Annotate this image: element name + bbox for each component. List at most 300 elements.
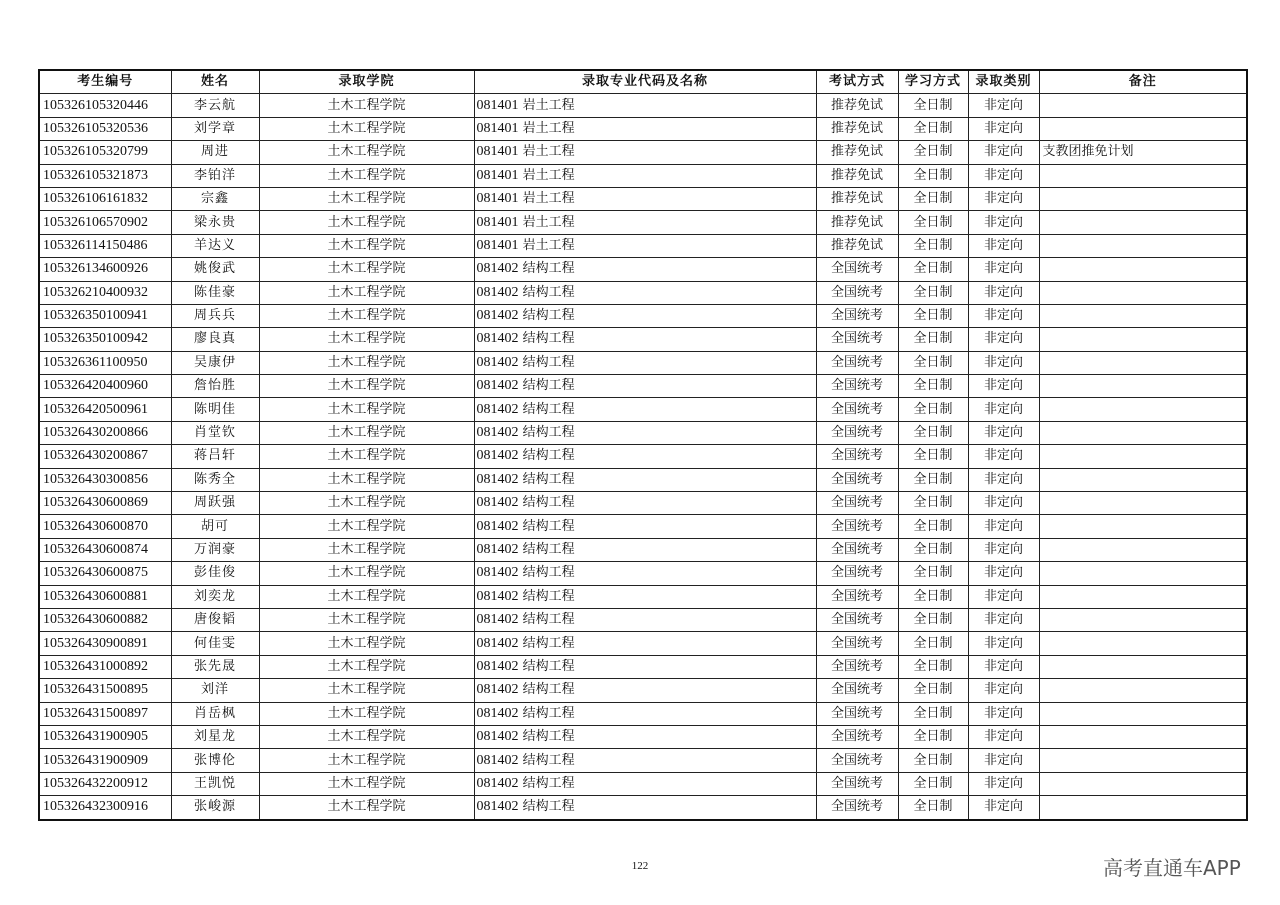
major-name: 结构工程 [522, 775, 575, 791]
major-name: 结构工程 [522, 542, 575, 557]
cell-exam-mode: 全国统考 [816, 655, 898, 678]
cell-major [474, 608, 816, 631]
cell-remarks [1039, 515, 1247, 538]
cell-remarks [1039, 234, 1247, 257]
cell-admission-type: 非定向 [968, 445, 1039, 468]
cell-exam-mode: 全国统考 [816, 281, 898, 304]
major-name: 结构工程 [522, 658, 575, 674]
cell-remarks: 支教团推免计划 [1039, 141, 1247, 164]
cell-exam-mode: 全国统考 [816, 538, 898, 561]
cell-major [474, 94, 816, 117]
cell-study-mode: 全日制 [898, 281, 968, 304]
cell-name: 刘洋 [171, 679, 259, 702]
cell-admission-type: 非定向 [968, 562, 1039, 585]
cell-study-mode: 全日制 [898, 187, 968, 210]
cell-admission-type: 非定向 [968, 749, 1039, 772]
cell-name: 周兵兵 [171, 304, 259, 327]
cell-admission-type: 非定向 [968, 164, 1039, 187]
cell-name: 万润豪 [171, 538, 259, 561]
cell-candidate-id: 105326431500897 [39, 702, 171, 725]
cell-remarks [1039, 468, 1247, 491]
cell-exam-mode: 推荐免试 [816, 117, 898, 140]
cell-name: 詹怡胜 [171, 375, 259, 398]
cell-study-mode: 全日制 [898, 328, 968, 351]
cell-name: 刘奕龙 [171, 585, 259, 608]
cell-name: 宗鑫 [171, 187, 259, 210]
table-row [39, 679, 1247, 702]
cell-exam-mode: 推荐免试 [816, 94, 898, 117]
cell-exam-mode: 全国统考 [816, 796, 898, 820]
cell-school: 土木工程学院 [259, 351, 474, 374]
table-row [39, 538, 1247, 561]
cell-exam-mode: 推荐免试 [816, 234, 898, 257]
cell-candidate-id: 105326430600869 [39, 492, 171, 515]
table-row [39, 585, 1247, 608]
cell-remarks [1039, 328, 1247, 351]
cell-admission-type: 非定向 [968, 679, 1039, 702]
table-body [39, 94, 1247, 820]
cell-admission-type: 非定向 [968, 141, 1039, 164]
cell-major [474, 421, 816, 444]
cell-exam-mode: 全国统考 [816, 725, 898, 748]
cell-school: 土木工程学院 [259, 421, 474, 444]
major-code: 081402 [476, 518, 519, 534]
cell-admission-type: 非定向 [968, 351, 1039, 374]
cell-admission-type: 非定向 [968, 492, 1039, 515]
cell-school: 土木工程学院 [259, 94, 474, 117]
cell-exam-mode: 全国统考 [816, 679, 898, 702]
cell-admission-type: 非定向 [968, 772, 1039, 795]
major-code: 081401 [476, 144, 519, 160]
cell-exam-mode: 全国统考 [816, 772, 898, 795]
cell-exam-mode: 全国统考 [816, 562, 898, 585]
cell-candidate-id: 105326430300856 [39, 468, 171, 491]
cell-major [474, 211, 816, 234]
major-code: 081402 [476, 448, 519, 464]
cell-school: 土木工程学院 [259, 281, 474, 304]
major-name: 结构工程 [522, 729, 575, 745]
cell-study-mode: 全日制 [898, 375, 968, 398]
cell-school: 土木工程学院 [259, 211, 474, 234]
header-major: 录取专业代码及名称 [474, 70, 816, 94]
table-row [39, 725, 1247, 748]
cell-study-mode: 全日制 [898, 117, 968, 140]
cell-candidate-id: 105326420500961 [39, 398, 171, 421]
cell-remarks [1039, 117, 1247, 140]
cell-remarks [1039, 772, 1247, 795]
cell-candidate-id: 105326105320446 [39, 94, 171, 117]
major-code: 081401 [476, 167, 519, 183]
table-row [39, 655, 1247, 678]
table-row [39, 281, 1247, 304]
table-row [39, 562, 1247, 585]
major-name: 结构工程 [522, 799, 575, 815]
cell-exam-mode: 全国统考 [816, 421, 898, 444]
cell-exam-mode: 全国统考 [816, 445, 898, 468]
cell-remarks [1039, 258, 1247, 281]
table-row [39, 632, 1247, 655]
cell-major [474, 772, 816, 795]
cell-exam-mode: 全国统考 [816, 468, 898, 491]
cell-remarks [1039, 445, 1247, 468]
cell-exam-mode: 全国统考 [816, 304, 898, 327]
cell-remarks [1039, 749, 1247, 772]
cell-candidate-id: 105326431900905 [39, 725, 171, 748]
table-row [39, 515, 1247, 538]
cell-remarks [1039, 94, 1247, 117]
header-study-mode: 学习方式 [898, 70, 968, 94]
cell-major [474, 328, 816, 351]
cell-school: 土木工程学院 [259, 304, 474, 327]
cell-candidate-id: 105326430600881 [39, 585, 171, 608]
major-name: 结构工程 [522, 354, 575, 370]
cell-candidate-id: 105326430600875 [39, 562, 171, 585]
major-code: 081402 [476, 261, 519, 277]
cell-major [474, 538, 816, 561]
cell-candidate-id: 105326430200866 [39, 421, 171, 444]
cell-major [474, 234, 816, 257]
cell-study-mode: 全日制 [898, 211, 968, 234]
cell-major [474, 492, 816, 515]
cell-admission-type: 非定向 [968, 608, 1039, 631]
cell-school: 土木工程学院 [259, 725, 474, 748]
cell-remarks [1039, 562, 1247, 585]
cell-study-mode: 全日制 [898, 304, 968, 327]
cell-candidate-id: 105326105320799 [39, 141, 171, 164]
cell-study-mode: 全日制 [898, 258, 968, 281]
cell-admission-type: 非定向 [968, 328, 1039, 351]
cell-school: 土木工程学院 [259, 772, 474, 795]
cell-admission-type: 非定向 [968, 421, 1039, 444]
cell-name: 肖岳枫 [171, 702, 259, 725]
cell-remarks [1039, 679, 1247, 702]
major-code: 081402 [476, 495, 519, 511]
header-exam-mode: 考试方式 [816, 70, 898, 94]
cell-remarks [1039, 304, 1247, 327]
cell-remarks [1039, 187, 1247, 210]
cell-candidate-id: 105326134600926 [39, 258, 171, 281]
major-name: 岩土工程 [522, 120, 575, 136]
cell-study-mode: 全日制 [898, 562, 968, 585]
cell-candidate-id: 105326432200912 [39, 772, 171, 795]
cell-study-mode: 全日制 [898, 94, 968, 117]
cell-name: 廖良真 [171, 328, 259, 351]
cell-study-mode: 全日制 [898, 749, 968, 772]
cell-exam-mode: 全国统考 [816, 398, 898, 421]
major-code: 081401 [476, 237, 519, 253]
cell-major [474, 702, 816, 725]
table-row [39, 398, 1247, 421]
cell-name: 王凯悦 [171, 772, 259, 795]
cell-candidate-id: 105326430600870 [39, 515, 171, 538]
major-name: 结构工程 [522, 588, 575, 604]
cell-major [474, 375, 816, 398]
major-name: 结构工程 [522, 261, 575, 277]
major-name: 结构工程 [522, 495, 575, 511]
cell-remarks [1039, 725, 1247, 748]
cell-candidate-id: 105326432300916 [39, 796, 171, 820]
cell-remarks [1039, 164, 1247, 187]
cell-remarks [1039, 398, 1247, 421]
table-row [39, 234, 1247, 257]
major-code: 081402 [476, 542, 519, 557]
admission-list-sheet [38, 69, 1246, 821]
header-admission-type: 录取类别 [968, 70, 1039, 94]
major-code: 081401 [476, 120, 519, 136]
major-code: 081401 [476, 97, 519, 113]
cell-candidate-id: 105326430600882 [39, 608, 171, 631]
cell-candidate-id: 105326431000892 [39, 655, 171, 678]
table-row [39, 702, 1247, 725]
cell-school: 土木工程学院 [259, 608, 474, 631]
cell-school: 土木工程学院 [259, 164, 474, 187]
cell-admission-type: 非定向 [968, 702, 1039, 725]
cell-major [474, 749, 816, 772]
cell-major [474, 562, 816, 585]
major-name: 岩土工程 [522, 214, 575, 230]
cell-exam-mode: 推荐免试 [816, 141, 898, 164]
cell-admission-type: 非定向 [968, 258, 1039, 281]
admission-table [38, 69, 1248, 821]
cell-exam-mode: 全国统考 [816, 749, 898, 772]
major-code: 081401 [476, 214, 519, 230]
cell-study-mode: 全日制 [898, 421, 968, 444]
cell-candidate-id: 105326105321873 [39, 164, 171, 187]
major-name: 结构工程 [522, 401, 575, 417]
cell-candidate-id: 105326350100941 [39, 304, 171, 327]
header-name: 姓名 [171, 70, 259, 94]
cell-name: 何佳雯 [171, 632, 259, 655]
cell-major [474, 796, 816, 820]
cell-exam-mode: 推荐免试 [816, 187, 898, 210]
major-name: 结构工程 [522, 308, 575, 324]
table-row [39, 796, 1247, 820]
cell-school: 土木工程学院 [259, 585, 474, 608]
major-code: 081402 [476, 378, 519, 394]
cell-remarks [1039, 796, 1247, 820]
page-number: 122 [631, 860, 649, 872]
cell-admission-type: 非定向 [968, 515, 1039, 538]
cell-exam-mode: 全国统考 [816, 351, 898, 374]
major-code: 081402 [476, 799, 519, 815]
cell-school: 土木工程学院 [259, 655, 474, 678]
cell-school: 土木工程学院 [259, 328, 474, 351]
table-row [39, 421, 1247, 444]
major-code: 081402 [476, 401, 519, 417]
cell-candidate-id: 105326361100950 [39, 351, 171, 374]
cell-study-mode: 全日制 [898, 538, 968, 561]
table-header-row [39, 70, 1247, 94]
cell-major [474, 445, 816, 468]
cell-school: 土木工程学院 [259, 187, 474, 210]
major-name: 结构工程 [522, 518, 575, 534]
major-code: 081402 [476, 565, 519, 581]
cell-exam-mode: 全国统考 [816, 492, 898, 515]
major-name: 岩土工程 [522, 97, 575, 113]
cell-study-mode: 全日制 [898, 608, 968, 631]
table-row [39, 772, 1247, 795]
major-name: 结构工程 [522, 448, 575, 464]
cell-remarks [1039, 585, 1247, 608]
table-row [39, 187, 1247, 210]
table-row [39, 749, 1247, 772]
table-row [39, 328, 1247, 351]
cell-remarks [1039, 702, 1247, 725]
cell-school: 土木工程学院 [259, 538, 474, 561]
cell-admission-type: 非定向 [968, 585, 1039, 608]
cell-study-mode: 全日制 [898, 515, 968, 538]
table-row [39, 141, 1247, 164]
cell-study-mode: 全日制 [898, 398, 968, 421]
cell-admission-type: 非定向 [968, 304, 1039, 327]
cell-major [474, 304, 816, 327]
cell-candidate-id: 105326106570902 [39, 211, 171, 234]
major-name: 结构工程 [522, 752, 575, 768]
cell-candidate-id: 105326431500895 [39, 679, 171, 702]
cell-candidate-id: 105326105320536 [39, 117, 171, 140]
cell-name: 肖堂钦 [171, 421, 259, 444]
cell-admission-type: 非定向 [968, 725, 1039, 748]
major-name: 结构工程 [522, 425, 575, 441]
cell-school: 土木工程学院 [259, 445, 474, 468]
cell-remarks [1039, 538, 1247, 561]
table-row [39, 164, 1247, 187]
cell-candidate-id: 105326430200867 [39, 445, 171, 468]
table-row [39, 492, 1247, 515]
major-code: 081402 [476, 635, 519, 651]
major-code: 081402 [476, 471, 519, 487]
cell-name: 梁永贵 [171, 211, 259, 234]
cell-school: 土木工程学院 [259, 492, 474, 515]
cell-admission-type: 非定向 [968, 655, 1039, 678]
cell-major [474, 141, 816, 164]
cell-school: 土木工程学院 [259, 749, 474, 772]
major-code: 081402 [476, 308, 519, 324]
major-name: 岩土工程 [522, 191, 575, 207]
cell-candidate-id: 105326420400960 [39, 375, 171, 398]
cell-exam-mode: 全国统考 [816, 515, 898, 538]
cell-major [474, 281, 816, 304]
major-code: 081402 [476, 658, 519, 674]
cell-candidate-id: 105326430600874 [39, 538, 171, 561]
cell-major [474, 164, 816, 187]
cell-name: 刘学章 [171, 117, 259, 140]
cell-exam-mode: 全国统考 [816, 585, 898, 608]
table-row [39, 375, 1247, 398]
cell-exam-mode: 全国统考 [816, 258, 898, 281]
cell-major [474, 258, 816, 281]
cell-school: 土木工程学院 [259, 398, 474, 421]
major-name: 结构工程 [522, 635, 575, 651]
cell-major [474, 351, 816, 374]
cell-candidate-id: 105326430900891 [39, 632, 171, 655]
cell-remarks [1039, 281, 1247, 304]
cell-name: 彭佳俊 [171, 562, 259, 585]
cell-admission-type: 非定向 [968, 234, 1039, 257]
cell-name: 周跃强 [171, 492, 259, 515]
cell-candidate-id: 105326210400932 [39, 281, 171, 304]
cell-remarks [1039, 655, 1247, 678]
cell-study-mode: 全日制 [898, 468, 968, 491]
cell-name: 陈秀全 [171, 468, 259, 491]
major-code: 081402 [476, 682, 519, 698]
cell-remarks [1039, 351, 1247, 374]
cell-exam-mode: 全国统考 [816, 328, 898, 351]
cell-remarks [1039, 492, 1247, 515]
cell-study-mode: 全日制 [898, 492, 968, 515]
major-name: 结构工程 [522, 331, 575, 347]
major-code: 081401 [476, 191, 519, 207]
cell-admission-type: 非定向 [968, 375, 1039, 398]
major-code: 081402 [476, 284, 519, 300]
cell-school: 土木工程学院 [259, 141, 474, 164]
major-name: 结构工程 [522, 612, 575, 628]
cell-admission-type: 非定向 [968, 281, 1039, 304]
watermark: 高考直通车APP [1103, 856, 1241, 880]
table-row [39, 211, 1247, 234]
cell-remarks [1039, 375, 1247, 398]
major-name: 结构工程 [522, 471, 575, 487]
major-name: 结构工程 [522, 284, 575, 300]
cell-name: 姚俊武 [171, 258, 259, 281]
cell-exam-mode: 推荐免试 [816, 164, 898, 187]
major-name: 岩土工程 [522, 144, 575, 160]
cell-admission-type: 非定向 [968, 632, 1039, 655]
cell-school: 土木工程学院 [259, 375, 474, 398]
cell-name: 李铂洋 [171, 164, 259, 187]
cell-remarks [1039, 632, 1247, 655]
cell-study-mode: 全日制 [898, 772, 968, 795]
major-name: 结构工程 [522, 565, 575, 581]
cell-exam-mode: 全国统考 [816, 702, 898, 725]
header-candidate-id: 考生编号 [39, 70, 171, 94]
header-school: 录取学院 [259, 70, 474, 94]
cell-name: 羊达义 [171, 234, 259, 257]
cell-name: 胡可 [171, 515, 259, 538]
cell-study-mode: 全日制 [898, 679, 968, 702]
cell-school: 土木工程学院 [259, 679, 474, 702]
cell-candidate-id: 105326114150486 [39, 234, 171, 257]
cell-school: 土木工程学院 [259, 468, 474, 491]
cell-school: 土木工程学院 [259, 117, 474, 140]
cell-admission-type: 非定向 [968, 398, 1039, 421]
cell-school: 土木工程学院 [259, 702, 474, 725]
cell-study-mode: 全日制 [898, 234, 968, 257]
cell-school: 土木工程学院 [259, 258, 474, 281]
cell-major [474, 398, 816, 421]
cell-major [474, 187, 816, 210]
table-row [39, 608, 1247, 631]
cell-major [474, 655, 816, 678]
cell-study-mode: 全日制 [898, 702, 968, 725]
major-code: 081402 [476, 331, 519, 347]
cell-name: 李云航 [171, 94, 259, 117]
cell-admission-type: 非定向 [968, 796, 1039, 820]
cell-study-mode: 全日制 [898, 655, 968, 678]
major-code: 081402 [476, 612, 519, 628]
table-row [39, 94, 1247, 117]
cell-admission-type: 非定向 [968, 538, 1039, 561]
cell-major [474, 468, 816, 491]
cell-name: 张博伦 [171, 749, 259, 772]
major-code: 081402 [476, 354, 519, 370]
major-code: 081402 [476, 752, 519, 768]
cell-admission-type: 非定向 [968, 117, 1039, 140]
cell-name: 周进 [171, 141, 259, 164]
cell-name: 陈佳豪 [171, 281, 259, 304]
cell-name: 张峻源 [171, 796, 259, 820]
cell-admission-type: 非定向 [968, 211, 1039, 234]
